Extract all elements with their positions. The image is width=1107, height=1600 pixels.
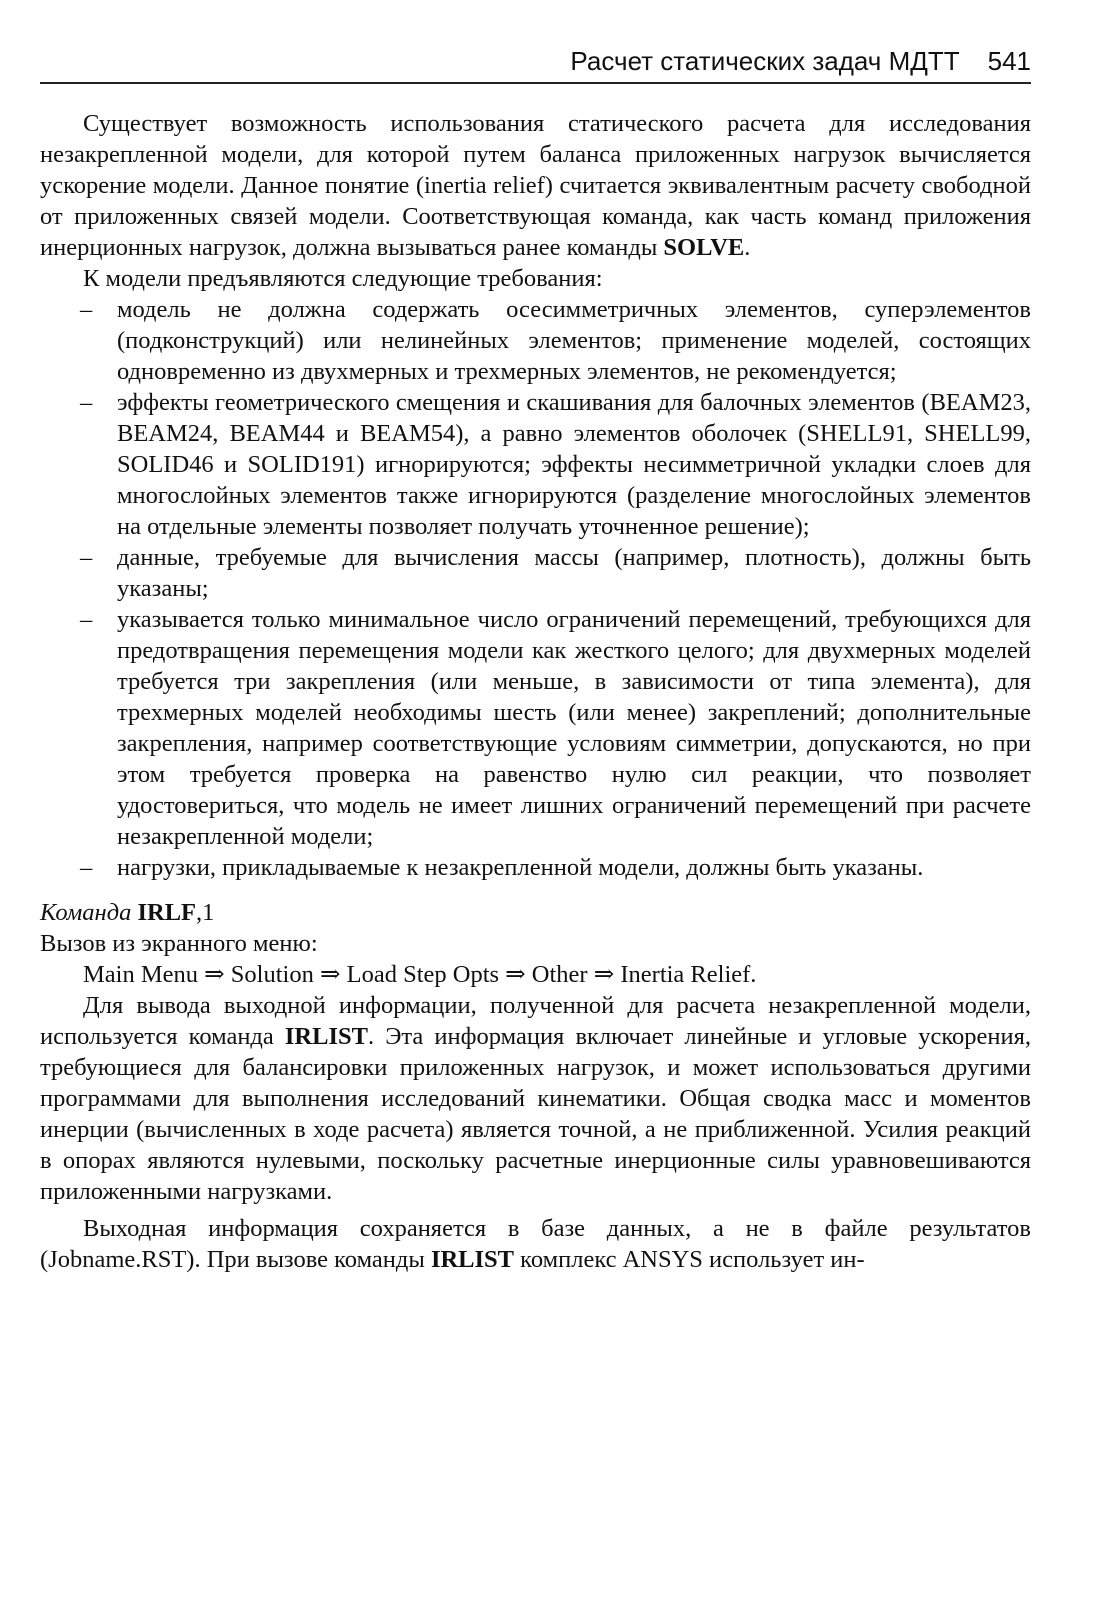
irlist-text-after: . Эта информация включает линейные и угловые ускорения, требующиеся для балансировки приложенных нагрузок, и может использоваться другими программами для выполнения исследований кинематики. Общая сводка масс и моментов инерции (вычисленных в ходе расчета) является точной, а не приближенной. Усилия реакций в опорах являются нулевыми, поскольку расчетные инерционные силы уравновешиваются приложенными нагрузками. (40, 1023, 1031, 1205)
running-title: Расчет статических задач МДТТ (570, 45, 960, 76)
command-args: ,1 (196, 899, 215, 926)
irlist-paragraph (40, 990, 1031, 1207)
irlist-command-2: IRLIST (430, 1246, 515, 1273)
requirements-intro: К модели предъявляются следующие требования: (83, 265, 603, 292)
dash-bullet: – (80, 544, 93, 571)
intro-end: . (744, 234, 751, 261)
dash-bullet: – (80, 389, 93, 416)
solve-command: SOLVE (663, 234, 745, 261)
intro-text: Существует возможность использования статического расчета для исследования незакрепленной модели, для которой путем баланса приложенных нагрузок вычисляется ускорение модели. Данное понятие (inertia relief) считается эквивалентным расчету свободной от приложенных связей модели. Соответствующая команда, как часть команд приложения инерционных нагрузок, должна вызываться ранее команды (40, 110, 1031, 261)
command-name: IRLF (137, 899, 197, 926)
output-text-before: Выходная информация сохраняется в базе данных, а не в файле результатов (Jobname.RST). При вызове команды (40, 1215, 1031, 1273)
irlist-text-before: Для вывода выходной информации, полученной для расчета незакрепленной модели, используется команда (40, 992, 1031, 1050)
list-item (40, 604, 1031, 852)
page-body (40, 108, 1031, 1275)
menu-call-label: Вызов из экранного меню: (40, 930, 318, 957)
list-item (40, 542, 1031, 604)
menu-path: Main Menu ⇒ Solution ⇒ Load Step Opts ⇒ Other ⇒ Inertia Relief. (83, 961, 757, 988)
list-item-text: данные, требуемые для вычисления массы (например, плотность), должны быть указаны; (117, 544, 1031, 602)
dash-bullet: – (80, 606, 93, 633)
intro-paragraph (40, 108, 1031, 263)
list-item (40, 387, 1031, 542)
irlist-command: IRLIST (284, 1023, 368, 1050)
page-header (40, 40, 1031, 84)
list-item-text: указывается только минимальное число ограничений перемещений, требующихся для предотвращения перемещения модели как жесткого целого; для двухмерных моделей требуется три закрепления (или меньше, в зависимости от типа элемента), для трехмерных моделей необходимы шесть (или менее) закреплений; дополнительные закрепления, например соответствующие условиям симметрии, допускаются, но при этом требуется проверка на равенство нулю сил реакции, что позволяет удостовериться, что модель не имеет лишних ограничений перемещений при расчете незакрепленной модели; (117, 606, 1031, 850)
list-item-text: нагрузки, прикладываемые к незакрепленной модели, должны быть указаны. (117, 854, 924, 881)
requirements-list (40, 294, 1031, 883)
list-item (40, 294, 1031, 387)
command-heading (40, 897, 1031, 928)
page-number: 541 (987, 45, 1031, 76)
list-item-text: модель не должна содержать осесимметричных элементов, суперэлементов (подконструкций) или нелинейных элементов; применение моделей, состоящих одновременно из двухмерных и трехмерных элементов, не рекомендуется; (117, 296, 1031, 385)
output-text-after: комплекс ANSYS использует ин- (514, 1246, 865, 1273)
output-paragraph (40, 1213, 1031, 1275)
list-item (40, 852, 1031, 883)
command-keyword: Команда (40, 899, 132, 926)
dash-bullet: – (80, 854, 93, 881)
dash-bullet: – (80, 296, 93, 323)
list-item-text: эффекты геометрического смещения и скашивания для балочных элементов (BEAM23, BEAM24, BEAM44 и BEAM54), а равно элементов оболочек (SHELL91, SHELL99, SOLID46 и SOLID191) игнорируются; эффекты несимметричной укладки слоев для многослойных элементов также игнорируются (разделение многослойных элементов на отдельные элементы позволяет получать уточненное решение); (117, 389, 1031, 540)
